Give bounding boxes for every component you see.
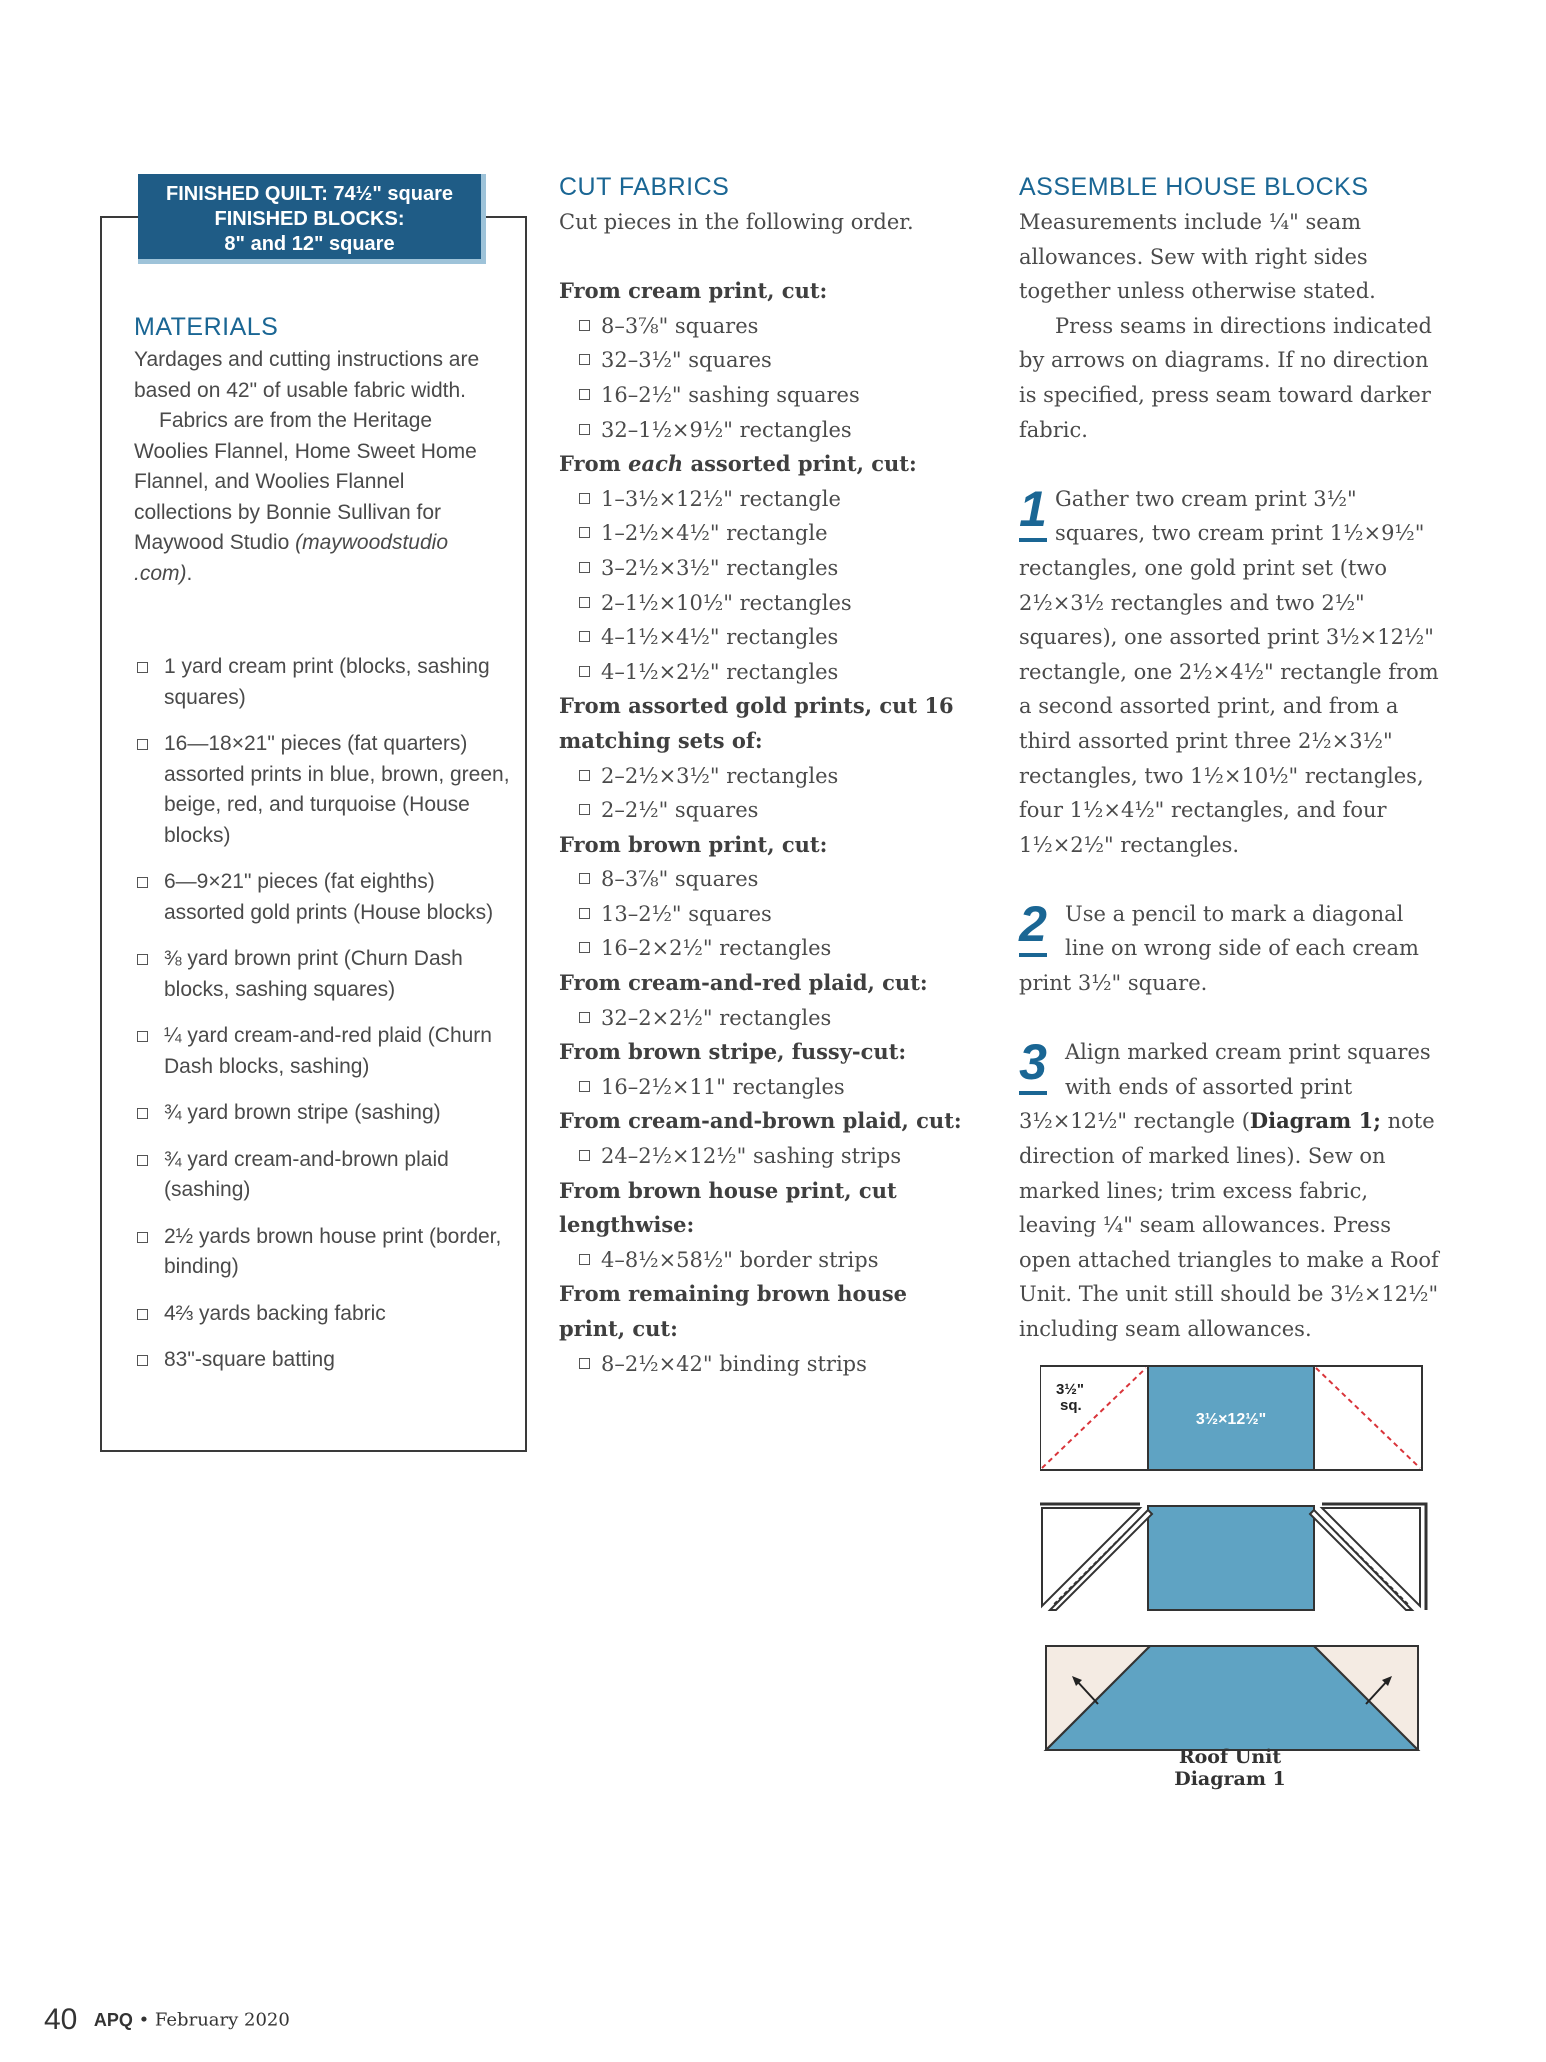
cut-intro: Cut pieces in the following order. (559, 210, 914, 234)
list-item-text: 16—18×21" pieces (fat quarters) assorted prints in blue, brown, green, beige, red, and turquoise (House blocks) (164, 732, 510, 847)
cut-item (559, 862, 959, 897)
square-label: 3½" (1056, 1381, 1084, 1398)
cut-item (559, 1070, 959, 1105)
checkbox-icon (137, 1232, 148, 1243)
cut-item (559, 482, 959, 517)
list-item-text: 6—9×21" pieces (fat eighths) assorted gold prints (House blocks) (164, 870, 494, 924)
cut-heading-cream: From cream print, cut: (559, 278, 828, 304)
cut-item-text: 16–2½" sashing squares (601, 382, 860, 407)
checkbox-icon (579, 1150, 590, 1161)
cut-item (559, 931, 959, 966)
cut-heading-each-b: each (628, 451, 684, 477)
diagram-row-1 (1040, 1366, 1422, 1470)
cut-item (559, 378, 959, 413)
intro2-period: . (186, 561, 193, 585)
diagram-row-2 (1040, 1504, 1426, 1610)
cut-heading-stripe: From brown stripe, fussy-cut: (559, 1039, 907, 1065)
checkbox-icon (579, 631, 590, 642)
cut-item (559, 413, 959, 448)
cut-item-text: 8–2½×42" binding strips (601, 1351, 867, 1376)
cut-item-text: 4–8½×58½" border strips (601, 1247, 879, 1272)
step-text: Gather two cream print 3½" squares, two cream print 1½×9½" rectangles, one gold print set (two 2½×3½ rectangles and two 2½" squares), one assorted print 3½×12½" rectangle, one 2½×4½" rectangle from a second assorted print, and from a third assorted print three 2½×3½" rectangles, two 1½×10½" rectangles, four 1½×4½" rectangles, and four 1½×2½" rectangles. (1019, 486, 1439, 857)
assemble-paragraph-1: Measurements include ¼" seam allowances. Sew with right sides together unless otherwise stated. (1019, 210, 1376, 304)
cut-item-text: 8–3⅞" squares (601, 867, 759, 892)
cut-item-text: 2–2½×3½" rectangles (601, 763, 839, 788)
checkbox-icon (579, 320, 590, 331)
materials-intro-2 (134, 406, 504, 589)
checkbox-icon (579, 527, 590, 538)
issue-date: • February 2020 (132, 2009, 290, 2031)
diagram-caption-title: Roof Unit (1178, 1746, 1282, 1768)
step-1 (1019, 482, 1449, 863)
cut-item-text: 32–2×2½" rectangles (601, 1005, 832, 1030)
checkbox-icon (137, 1355, 148, 1366)
intro2-text: Fabrics are from the Heritage Woolies Flannel, Home Sweet Home Flannel, and Woolies Flannel collections by Bonnie Sullivan for Maywood Studio (134, 409, 477, 554)
checkbox-icon (579, 1254, 590, 1265)
finished-quilt-tab (138, 174, 486, 264)
checkbox-icon (137, 1031, 148, 1042)
assemble-instructions (1019, 205, 1449, 1347)
checkbox-icon (579, 389, 590, 400)
list-item-text: ¾ yard cream-and-brown plaid (sashing) (164, 1147, 449, 1201)
cut-heading-redplaid: From cream-and-red plaid, cut: (559, 970, 928, 996)
list-item-text: ¼ yard cream-and-red plaid (Churn Dash blocks, sashing) (164, 1024, 492, 1078)
list-item (134, 867, 514, 928)
list-item-text: ⅜ yard brown print (Churn Dash blocks, sashing squares) (164, 947, 463, 1001)
cut-heading-house-1: From brown house print, cut (559, 1177, 897, 1203)
materials-intro (134, 345, 504, 589)
checkbox-icon (579, 1358, 590, 1369)
checkbox-icon (579, 770, 590, 781)
checkbox-icon (579, 804, 590, 815)
cut-heading-each-c: assorted print, cut: (683, 451, 917, 477)
cut-item-text: 1–2½×4½" rectangle (601, 521, 828, 546)
cut-fabrics-list (559, 205, 962, 1381)
page-footer (44, 2003, 290, 2037)
cut-heading-each (559, 447, 959, 482)
checkbox-icon (137, 662, 148, 673)
rect-label: 3½×12½" (1195, 1411, 1267, 1428)
cut-heading-brownplaid: From cream-and-brown plaid, cut: (559, 1108, 962, 1134)
website-text: (maywoodstudio .com) (134, 531, 448, 585)
list-item (134, 1145, 514, 1206)
finished-blocks-line: FINISHED BLOCKS: (214, 208, 405, 230)
cut-item (559, 309, 959, 344)
step-text: Align marked cream print squares with ends of assorted print 3½×12½" rectangle ( (1019, 1040, 1431, 1134)
cut-heading-gold-2: matching sets of: (559, 727, 763, 753)
cut-item (559, 1139, 959, 1174)
diagram-row-3 (1046, 1646, 1418, 1750)
cut-item-text: 16–2½×11" rectangles (601, 1074, 845, 1099)
checkbox-icon (579, 942, 590, 953)
cut-item (559, 793, 959, 828)
cut-heading-remain-1: From remaining brown house (559, 1281, 908, 1307)
checkbox-icon (579, 908, 590, 919)
diagram-reference: Diagram 1; (1249, 1108, 1381, 1134)
cut-item-text: 16–2×2½" rectangles (601, 936, 832, 961)
blue-rectangle-2 (1148, 1506, 1314, 1610)
cut-item (559, 759, 959, 794)
list-item-text: ¾ yard brown stripe (sashing) (164, 1101, 441, 1124)
checkbox-icon (579, 354, 590, 365)
cut-item-text: 2–1½×10½" rectangles (601, 590, 852, 615)
cut-item (559, 586, 959, 621)
checkbox-icon (579, 1012, 590, 1023)
checkbox-icon (137, 877, 148, 888)
step-3 (1019, 1035, 1449, 1346)
checkbox-icon (579, 597, 590, 608)
publication-name: APQ (93, 2009, 133, 2030)
list-item-text: 1 yard cream print (blocks, sashing squares) (164, 655, 490, 709)
cut-item-text: 4–1½×2½" rectangles (601, 659, 839, 684)
cut-heading-house-2: lengthwise: (559, 1212, 695, 1238)
finished-quilt-line: FINISHED QUILT: 74½" square (166, 183, 453, 205)
assemble-paragraph-2: Press seams in directions indicated by arrows on diagrams. If no direction is specified, press seam toward darker fabric. (1019, 313, 1432, 442)
square-label-sq: sq. (1060, 1397, 1082, 1414)
cut-heading-each-a: From (559, 451, 629, 477)
step-number: 3 (1019, 1037, 1047, 1095)
diagram-caption-number: Diagram 1 (1174, 1768, 1286, 1790)
checkbox-icon (579, 873, 590, 884)
cut-item-text: 4–1½×4½" rectangles (601, 625, 839, 650)
step-number: 1 (1019, 484, 1047, 542)
list-item (134, 652, 514, 713)
checkbox-icon (579, 562, 590, 573)
diagram-caption (1100, 1746, 1360, 1790)
cut-item-text: 24–2½×12½" sashing strips (601, 1144, 902, 1169)
checkbox-icon (137, 954, 148, 965)
list-item-text: 2½ yards brown house print (border, binding) (164, 1224, 502, 1278)
cut-item-text: 32–1½×9½" rectangles (601, 417, 852, 442)
cut-item-text: 3–2½×3½" rectangles (601, 555, 839, 580)
cut-heading-gold-1: From assorted gold prints, cut 16 (559, 693, 954, 719)
page-number: 40 (44, 2003, 78, 2036)
cut-item (559, 1347, 959, 1382)
cut-item (559, 1243, 959, 1278)
cut-item (559, 343, 959, 378)
list-item-text: 83"-square batting (164, 1348, 335, 1371)
list-item (134, 1299, 514, 1330)
cut-item-text: 1–3½×12½" rectangle (601, 486, 841, 511)
list-item (134, 729, 514, 851)
cut-item-text: 32–3½" squares (601, 348, 772, 373)
checkbox-icon (579, 666, 590, 677)
materials-intro-1: Yardages and cutting instructions are based on 42" of usable fabric width. (134, 348, 480, 402)
checkbox-icon (137, 1108, 148, 1119)
cut-item-text: 8–3⅞" squares (601, 313, 759, 338)
cut-item (559, 620, 959, 655)
cut-item (559, 897, 959, 932)
materials-list (134, 652, 514, 1392)
list-item (134, 1021, 514, 1082)
checkbox-icon (579, 493, 590, 504)
cut-item-text: 13–2½" squares (601, 901, 772, 926)
step-number: 2 (1019, 899, 1047, 957)
roof-unit-diagram (1040, 1358, 1440, 1758)
checkbox-icon (579, 1081, 590, 1092)
cut-item (559, 551, 959, 586)
materials-heading: MATERIALS (134, 313, 279, 341)
checkbox-icon (137, 1155, 148, 1166)
assemble-heading: ASSEMBLE HOUSE BLOCKS (1019, 173, 1369, 201)
list-item-text: 4⅔ yards backing fabric (164, 1301, 386, 1325)
step-text: Use a pencil to mark a diagonal line on wrong side of each cream print 3½" square. (1019, 901, 1419, 996)
checkbox-icon (579, 424, 590, 435)
cut-fabrics-heading: CUT FABRICS (559, 173, 730, 201)
cut-item (559, 655, 959, 690)
cut-heading-remain-2: print, cut: (559, 1316, 678, 1341)
cut-item-text: 2–2½" squares (601, 798, 759, 823)
step-text-cont: note direction of marked lines). Sew on marked lines; trim excess fabric, leaving ¼" seam allowances. Press open attached triangles to make a Roof Unit. The unit still should be 3½×12½" including seam allowances. (1019, 1109, 1439, 1341)
finished-blocks-size: 8" and 12" square (224, 233, 395, 255)
list-item (134, 1222, 514, 1283)
cut-heading-brown: From brown print, cut: (559, 831, 828, 857)
list-item (134, 1098, 514, 1129)
checkbox-icon (137, 1309, 148, 1320)
step-2 (1019, 897, 1449, 1001)
checkbox-icon (137, 739, 148, 750)
cut-item (559, 1001, 959, 1036)
list-item (134, 944, 514, 1005)
list-item (134, 1345, 514, 1376)
cut-item (559, 516, 959, 551)
